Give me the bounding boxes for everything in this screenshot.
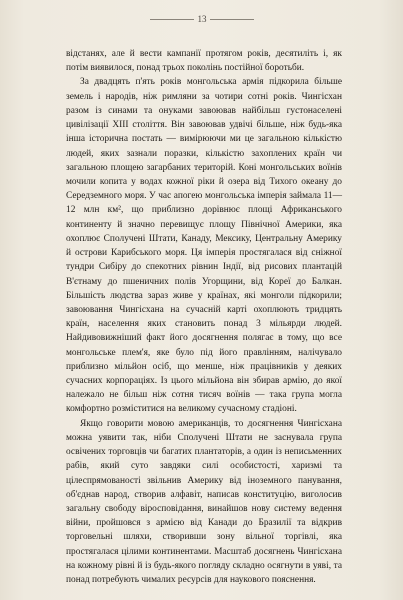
header-rule-left — [150, 19, 194, 20]
body-text — [66, 47, 342, 587]
paragraph-conquests: За двадцять п'ять років монгольська армія підкорила більше земель і народів, ніж римляни за чотири сотні років. Чингісхан разом із синами та онуками завоював найбільш густонаселені цивілізації XIII століття. Він завоював удвічі більше, ніж будь-яка інша історична постать — вимірюючи ми це загальною кількістю людей, яких зазнали поразки, кількістю захоплених країн чи загальною площею загарбаних територій. Коні монгольських воїнів мочили копита у водах кожної ріки й озера від Тихого океану до Середземного моря. У час апогею монгольська імперія займала 11—12 млн км², що приблизно дорівнює площі Африканського континенту й значно перевищує площу Північної Америки, яка охоплює Сполучені Штати, Канаду, Мексику, Центральну Америку й острови Карибського моря. Ця імперія простягалася від сніжної тундри Сибіру до спекотних рівнин Індії, від рисових плантацій В'єтнаму до пшеничних полів Угорщини, від Кореї до Балкан. Більшість людства зараз живе у країнах, які монголи підкорили; завоювання Чингісхана на сучасній карті охоплюють тридцять країн, населення яких становить понад 3 мільярди людей. Найдивовижніший факт його досягнення полягає в тому, що все монгольське плем'я, яке було під його правлінням, налічувало приблизно мільйон осіб, що менше, ніж працівників у деяких сучасних корпораціях. Із цього мільйона він збирав армію, до якої належало не більш ніж сотня тисяч воїнів — така група могла комфортно розміститися на великому сучасному стадіоні. — [66, 77, 342, 415]
header-rule-right — [210, 19, 254, 20]
paragraph-american-analogy: Якщо говорити мовою американців, то досягнення Чингісхана можна уявити так, ніби Сполучені Штати не заснувала група освічених торговців чи багатих плантаторів, а один із неписьменних рабів, який суто завдяки силі особистості, харизмі та цілеспрямованості звільнив Америку від іноземного панування, об'єднав народ, створив алфавіт, написав конституцію, виголосив загальну свободу віросповідання, винайшов нову систему ведення війни, пройшовся з армією від Канади до Бразилії та відкрив торговельні шляхи, створивши зону вільної торгівлі, яка простягалася цілими континентами. Масштаб досягнень Чингісхана на кожному рівні й із будь-якого погляду складно осягнути в уяві, та понад потребують чималих ресурсів для наукового пояснення. — [66, 418, 342, 586]
paragraph-continuation: відстанях, але й вести кампанії протягом років, десятиліть і, як потім виявилося, понад трьох поколінь постійної боротьби. — [66, 49, 342, 74]
page-number: 13 — [197, 14, 207, 24]
page-header — [0, 13, 403, 25]
